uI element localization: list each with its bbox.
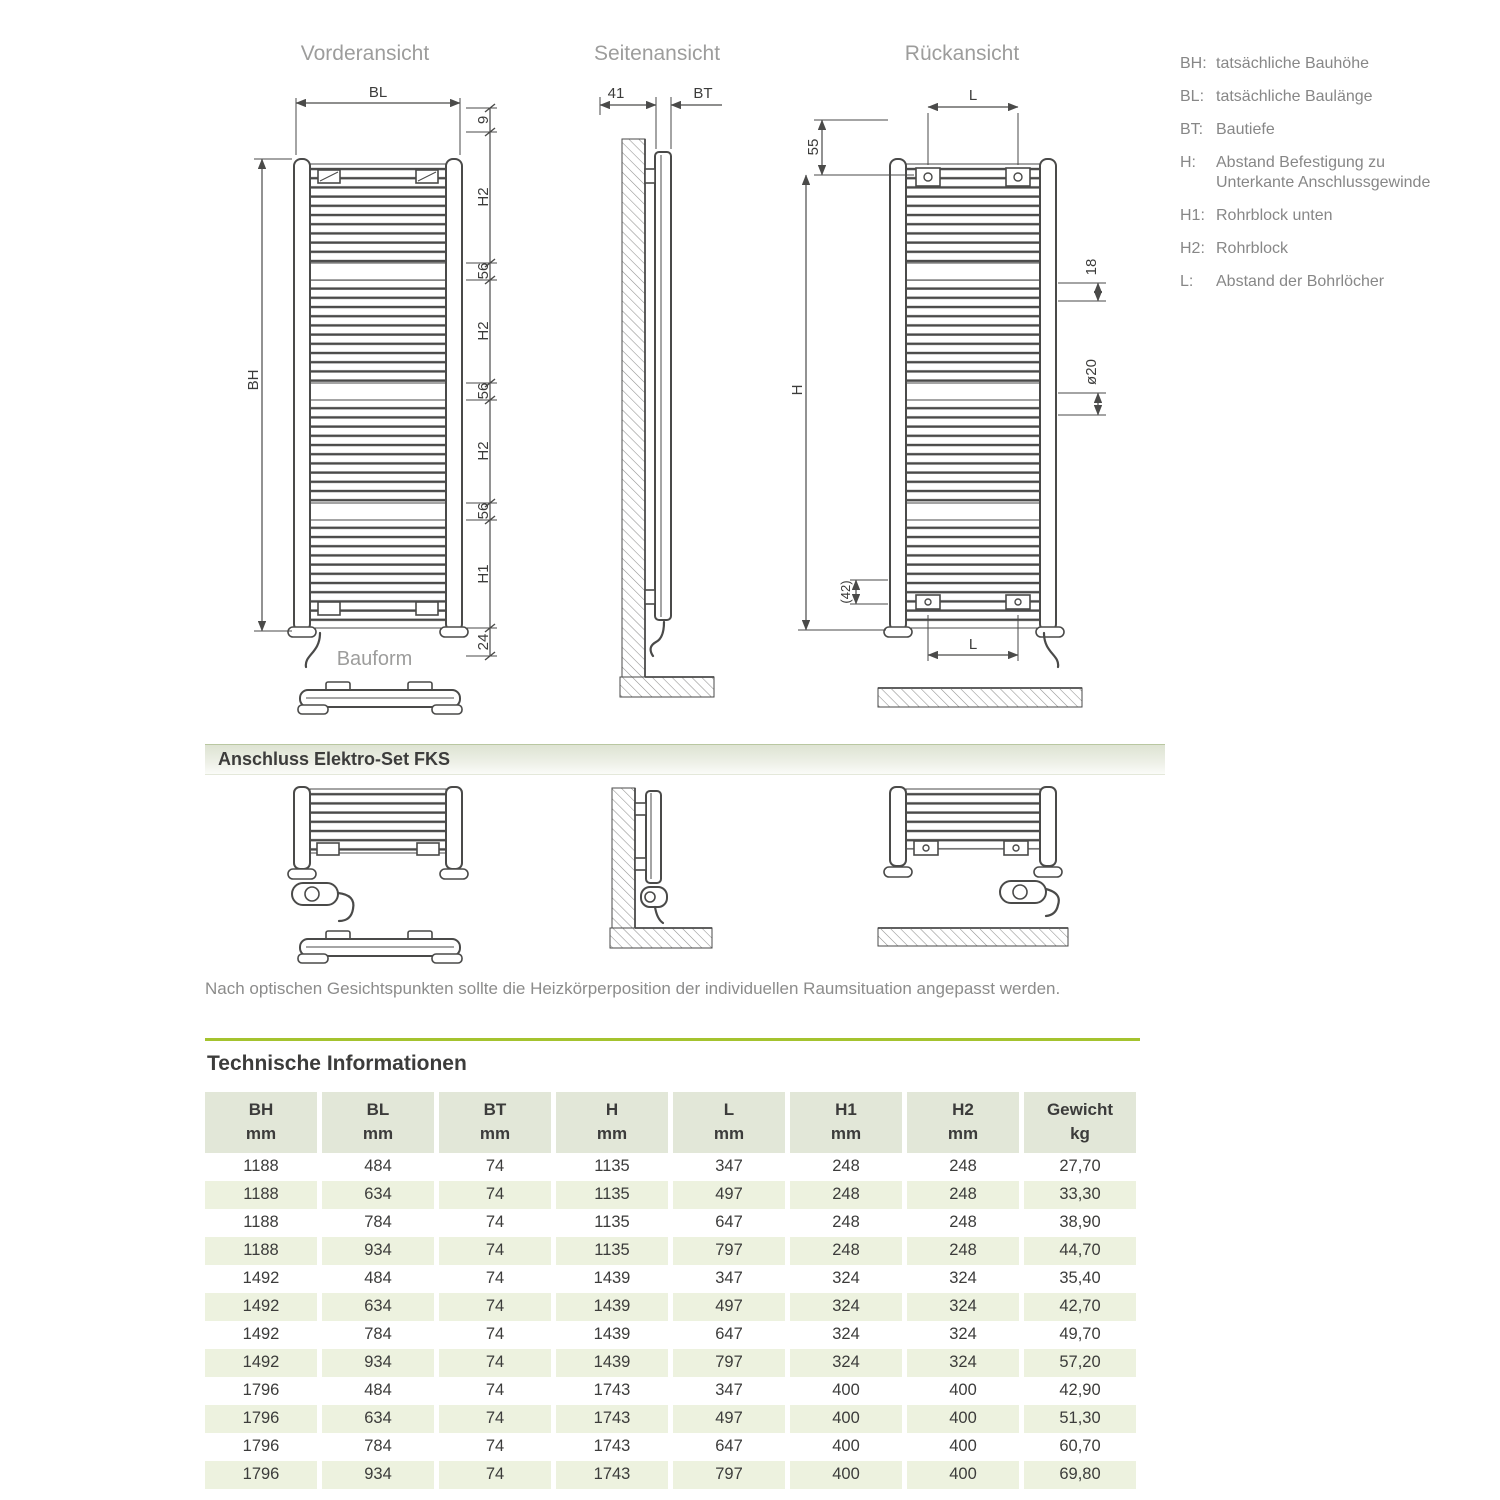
legend-text: Bautiefe <box>1216 121 1275 138</box>
table-cell: 634 <box>322 1405 434 1433</box>
table-header-row <box>205 1092 1136 1153</box>
legend-text: tatsächliche Bauhöhe <box>1216 55 1369 72</box>
table-cell: 784 <box>364 1437 392 1455</box>
table-cell: 1743 <box>556 1461 668 1489</box>
table-cell: 248 <box>790 1181 902 1209</box>
table-row <box>205 1181 1136 1209</box>
table-cell: 1492 <box>205 1349 317 1377</box>
table-cell: 1439 <box>593 1325 631 1343</box>
table-cell: 1439 <box>556 1349 668 1377</box>
bauform-label: Bauform <box>336 648 413 670</box>
table-cell: 634 <box>322 1293 434 1321</box>
table-cell: 1796 <box>205 1461 317 1489</box>
table-cell: 74 <box>485 1157 505 1175</box>
table-cell: 74 <box>439 1405 551 1433</box>
table-cell: 74 <box>485 1437 505 1455</box>
table-cell: 347 <box>715 1269 743 1287</box>
table-col-header: Gewicht kg <box>1024 1092 1136 1153</box>
table-cell: 324 <box>790 1349 902 1377</box>
table-cell: 1439 <box>556 1293 668 1321</box>
dim-label-h: H <box>789 384 806 396</box>
anschluss-section-header <box>205 744 1165 775</box>
table-cell: 324 <box>949 1269 977 1287</box>
table-cell: 400 <box>790 1405 902 1433</box>
rear-view-title: Rückansicht <box>904 42 1020 65</box>
table-cell: 42,90 <box>1059 1381 1101 1399</box>
legend-abbr: L: <box>1180 273 1194 290</box>
anschluss-title: Anschluss Elektro-Set FKS <box>218 749 451 769</box>
table-cell: 60,70 <box>1059 1437 1101 1455</box>
legend-abbr: H: <box>1180 154 1196 171</box>
legend-text: Rohrblock <box>1216 240 1289 257</box>
legend-item <box>1180 54 1460 74</box>
table-cell: 1492 <box>242 1325 280 1343</box>
dim-label-h2: H2 <box>475 321 492 341</box>
table-cell: 1796 <box>205 1405 317 1433</box>
dim-label-l-top: L <box>968 87 978 104</box>
table-cell: 33,30 <box>1024 1181 1136 1209</box>
table-row <box>205 1377 1136 1405</box>
table-row <box>205 1265 1136 1293</box>
table-cell: 400 <box>790 1461 902 1489</box>
table-cell: 484 <box>364 1269 392 1287</box>
table-cell: 400 <box>832 1381 860 1399</box>
legend-text: tatsächliche Baulänge <box>1216 88 1373 105</box>
dim-label-h1: H1 <box>475 564 492 584</box>
table-row <box>205 1433 1136 1461</box>
table-cell: 74 <box>485 1381 505 1399</box>
side-view-drawing <box>600 85 722 697</box>
table-cell: 1135 <box>556 1181 668 1209</box>
table-cell: 1135 <box>594 1157 630 1175</box>
table-row <box>205 1153 1136 1181</box>
table-col-header: H1 mm <box>790 1092 902 1153</box>
table-cell: 74 <box>439 1181 551 1209</box>
table-row <box>205 1349 1136 1377</box>
table-cell: 51,30 <box>1024 1405 1136 1433</box>
table-cell: 934 <box>322 1461 434 1489</box>
table-title: Technische Informationen <box>207 1052 467 1075</box>
table-cell: 1135 <box>556 1237 668 1265</box>
table-cell: 1188 <box>205 1181 317 1209</box>
table-cell: 324 <box>790 1293 902 1321</box>
table-cell: 400 <box>949 1437 977 1455</box>
dim-label-bh: BH <box>245 369 262 391</box>
table-cell: 74 <box>439 1461 551 1489</box>
table-cell: 484 <box>364 1381 392 1399</box>
dim-label-24: 24 <box>475 633 492 651</box>
dim-label-bt: BT <box>693 85 713 102</box>
table-cell: 38,90 <box>1059 1213 1101 1231</box>
table-col-header: L mm <box>673 1092 785 1153</box>
table-cell: 647 <box>715 1213 743 1231</box>
table-cell: 324 <box>907 1349 1019 1377</box>
dim-label-56: 56 <box>475 262 492 280</box>
table-cell: 1439 <box>593 1269 631 1287</box>
table-cell: 934 <box>322 1349 434 1377</box>
table-cell: 248 <box>907 1181 1019 1209</box>
table-row <box>205 1209 1136 1237</box>
dim-label-55: 55 <box>805 138 822 156</box>
dim-label-56: 56 <box>475 382 492 400</box>
table-cell: 1135 <box>594 1213 630 1231</box>
table-cell: 248 <box>949 1157 977 1175</box>
table-cell: 497 <box>673 1181 785 1209</box>
table-cell: 74 <box>439 1237 551 1265</box>
front-view-title: Vorderansicht <box>300 42 430 65</box>
table-cell: 1492 <box>242 1269 280 1287</box>
table-cell: 1492 <box>205 1293 317 1321</box>
table-cell: 934 <box>322 1237 434 1265</box>
table-cell: 1796 <box>242 1381 280 1399</box>
table-cell: 1743 <box>593 1381 631 1399</box>
table-col-header: BL mm <box>322 1092 434 1153</box>
table-cell: 74 <box>439 1293 551 1321</box>
table-cell: 1743 <box>556 1405 668 1433</box>
legend-text: Abstand Befestigung zu Unterkante Anschlussgewinde <box>1216 154 1431 191</box>
table-cell: 74 <box>485 1325 505 1343</box>
legend-abbr: H2: <box>1180 240 1205 257</box>
dim-label-56: 56 <box>475 502 492 520</box>
technical-drawing <box>0 75 1500 735</box>
table-cell: 35,40 <box>1059 1269 1101 1287</box>
rear-view-drawing <box>789 87 1106 707</box>
table-cell: 400 <box>907 1405 1019 1433</box>
table-cell: 797 <box>673 1349 785 1377</box>
table-cell: 74 <box>485 1213 505 1231</box>
anschluss-side-drawing <box>610 788 712 948</box>
table-cell: 784 <box>364 1325 392 1343</box>
table-cell: 49,70 <box>1059 1325 1101 1343</box>
legend-text: Abstand der Bohrlöcher <box>1216 273 1385 290</box>
table-cell: 42,70 <box>1024 1293 1136 1321</box>
table-cell: 1188 <box>243 1213 279 1231</box>
table-cell: 248 <box>907 1237 1019 1265</box>
table-row <box>205 1461 1136 1489</box>
table-cell: 248 <box>949 1213 977 1231</box>
table-cell: 797 <box>673 1461 785 1489</box>
table-cell: 324 <box>832 1325 860 1343</box>
dim-label-l-bottom: L <box>968 636 978 653</box>
table-col-header: H2 mm <box>907 1092 1019 1153</box>
dim-label-h2: H2 <box>475 187 492 207</box>
table-cell: 400 <box>832 1437 860 1455</box>
legend-abbr: BL: <box>1180 88 1205 105</box>
table-cell: 324 <box>949 1325 977 1343</box>
table-cell: 400 <box>907 1461 1019 1489</box>
dim-label-dia20: ø20 <box>1083 359 1100 385</box>
table-cell: 497 <box>673 1405 785 1433</box>
table-cell: 248 <box>832 1213 860 1231</box>
front-view-drawing <box>245 84 497 714</box>
table-cell: 784 <box>364 1213 392 1231</box>
table-cell: 797 <box>673 1237 785 1265</box>
bauform-profile <box>298 682 462 714</box>
table-cell: 69,80 <box>1024 1461 1136 1489</box>
dim-label-41: 41 <box>607 85 625 102</box>
table-cell: 400 <box>949 1381 977 1399</box>
table-col-header: BH mm <box>205 1092 317 1153</box>
dim-label-42: (42) <box>838 580 853 604</box>
table-cell: 74 <box>485 1269 505 1287</box>
table-col-header: H mm <box>556 1092 668 1153</box>
table-row <box>205 1237 1136 1265</box>
table-cell: 1743 <box>593 1437 631 1455</box>
table-cell: 484 <box>364 1157 392 1175</box>
anschluss-rear-drawing <box>878 787 1068 946</box>
table-row <box>205 1293 1136 1321</box>
dim-label-9: 9 <box>475 115 492 125</box>
anschluss-drawing <box>200 783 1170 975</box>
table-cell: 1188 <box>243 1157 279 1175</box>
table-cell: 248 <box>790 1237 902 1265</box>
table-cell: 647 <box>715 1437 743 1455</box>
table-row <box>205 1321 1136 1349</box>
table-cell: 1796 <box>242 1437 280 1455</box>
table-cell: 27,70 <box>1059 1157 1101 1175</box>
dim-label-bl: BL <box>368 84 388 101</box>
table-cell: 497 <box>673 1293 785 1321</box>
side-view-title: Seitenansicht <box>593 42 721 65</box>
dim-label-18: 18 <box>1083 258 1100 276</box>
table-cell: 634 <box>322 1181 434 1209</box>
positioning-note: Nach optischen Gesichtspunkten sollte die Heizkörperposition der individuellen Raumsituation angepasst werden. <box>205 979 1061 998</box>
table-col-header: BT mm <box>439 1092 551 1153</box>
table-cell: 324 <box>832 1269 860 1287</box>
table-cell: 248 <box>832 1157 860 1175</box>
table-cell: 57,20 <box>1024 1349 1136 1377</box>
table-cell: 347 <box>715 1381 743 1399</box>
legend-abbr: BT: <box>1180 121 1204 138</box>
table-cell: 347 <box>715 1157 743 1175</box>
table-cell: 324 <box>907 1293 1019 1321</box>
section-divider <box>205 1038 1140 1041</box>
table-row <box>205 1405 1136 1433</box>
table-cell: 44,70 <box>1024 1237 1136 1265</box>
legend-abbr: BH: <box>1180 55 1207 72</box>
table-cell: 74 <box>439 1349 551 1377</box>
legend-abbr: H1: <box>1180 207 1205 224</box>
dim-label-h2: H2 <box>475 441 492 461</box>
table-cell: 647 <box>715 1325 743 1343</box>
table-cell: 1188 <box>205 1237 317 1265</box>
technical-info-table <box>200 1092 1141 1489</box>
table-body <box>205 1153 1136 1489</box>
legend-text: Rohrblock unten <box>1216 207 1333 224</box>
anschluss-front-drawing <box>288 787 468 963</box>
